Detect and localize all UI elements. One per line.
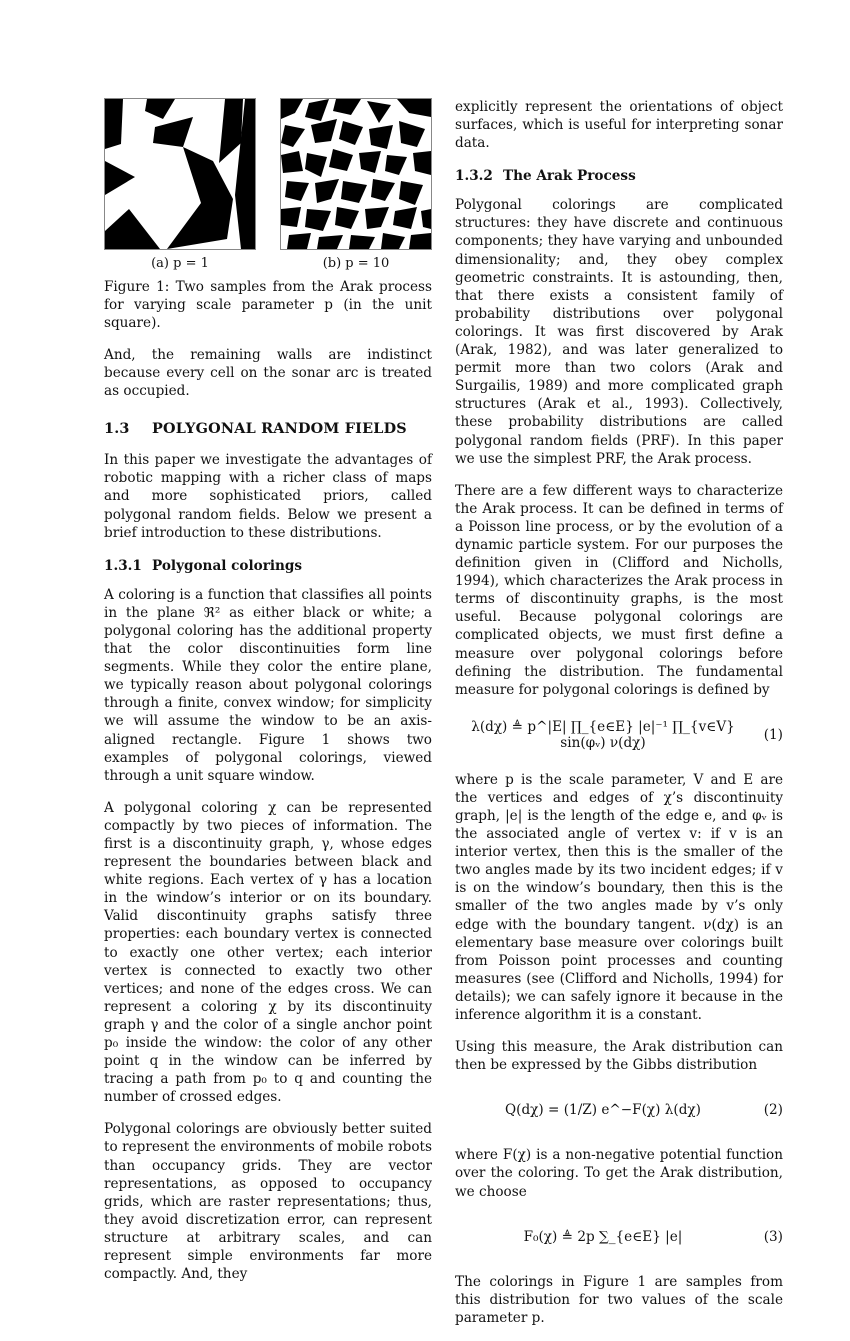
subfigure-a-label: (a) p = 1 [151,256,209,271]
subfigure-b-label: (b) p = 10 [322,256,390,271]
subsection-number: 1.3.1 [104,557,142,574]
equation-body: λ(dχ) ≜ p^|E| ∏_{e∈E} |e|⁻¹ ∏_{v∈V} sin(φᵥ) ν(dχ) [471,718,735,751]
figure-1-caption: Figure 1: Two samples from the Arak process for varying scale parameter p (in the unit square). [104,279,432,331]
subsection-number: 1.3.2 [455,168,493,185]
paragraph: The colorings in Figure 1 are samples from this distribution for two values of the scale parameter p. [455,1273,783,1326]
equation-number: (2) [763,1102,783,1119]
equation-1 [455,713,783,757]
paragraph: Polygonal colorings are obviously better suited to represent the environments of mobile robots than occupancy grids. They are vector representations, as opposed to occupancy grids, which are raster representations; thus, they avoid discretization error, can represent structure at arbitrary scales, and can represent simple environments far more compactly. And, they [104,1121,432,1283]
arak-sample-p1-image [104,98,256,250]
equation-body: F₀(χ) ≜ 2p ∑_{e∈E} |e| [523,1228,683,1245]
subsection-heading-1-3-2 [455,168,783,184]
paragraph: explicitly represent the orientations of object surfaces, which is useful for interpreting sonar data. [455,99,783,152]
equation-number: (1) [763,726,783,743]
paragraph: Using this measure, the Arak distribution can then be expressed by the Gibbs distribution [455,1039,783,1074]
section-title: POLYGONAL RANDOM FIELDS [152,420,407,438]
arak-sample-p10-image [280,98,432,250]
section-number: 1.3 [104,420,130,438]
left-column [104,98,432,1297]
equation-number: (3) [763,1228,783,1245]
subsection-title: Polygonal colorings [152,557,303,574]
right-column [455,98,783,1341]
subfigure-b [280,98,432,272]
paragraph: A coloring is a function that classifies all points in the plane ℜ² as either black or white; a polygonal coloring has the additional property that the color discontinuities form line segments. While they color the entire plane, we typically reason about polygonal colorings through a finite, convex window; for simplicity we will assume the window to be an axis-aligned rectangle. Figure 1 shows two examples of polygonal colorings, viewed through a unit square window. [104,586,432,784]
paragraph: where F(χ) is a non-negative potential function over the coloring. To get the Arak distribution, we choose [455,1147,783,1200]
paragraph: Polygonal colorings are complicated structures: they have discrete and continuous components; they have varying and unbounded dimensionality; and, they obey complex geometric constraints. It is astounding, then, that there exists a consistent family of probability distributions over polygonal colorings. It was first discovered by Arak (Arak, 1982), and was later generalized to permit more than two colors (Arak and Surgailis, 1989) and more complicated graph structures (Arak et al., 1993). Collectively, these probability distributions are called polygonal random fields (PRF). In this paper we use the simplest PRF, the Arak process. [455,197,783,467]
paragraph: A polygonal coloring χ can be represented compactly by two pieces of information. The first is a discontinuity graph, γ, whose edges represent the boundaries between black and white regions. Each vertex of γ has a location in the window’s interior or on its boundary. Valid discontinuity graphs satisfy three properties: each boundary vertex is connected to exactly one other vertex; each interior vertex is connected to exactly two other vertices; and none of the edges cross. We can represent a coloring χ by its discontinuity graph γ and the color of a single anchor point p₀ inside the window: the color of any other point q in the window can be inferred by tracing a path from p₀ to q and counting the number of crossed edges. [104,799,432,1106]
paragraph: where p is the scale parameter, V and E are the vertices and edges of χ’s discontinuity graph, |e| is the length of the edge e, and φᵥ is the associated angle of vertex v: if v is an interior vertex, then this is the smaller of the two angles made by its two incident edges; if v is on the window’s boundary, then this is the smaller of the two angles made by v’s only edge with the boundary tangent. ν(dχ) is an elementary base measure over colorings built from Poisson point processes and counting measures (see (Clifford and Nicholls, 1994) for details); we can safely ignore it because in the inference algorithm it is a constant. [455,771,783,1024]
paragraph: There are a few different ways to characterize the Arak process. It can be defined in terms of a Poisson line process, or by the evolution of a dynamic particle system. For our purposes the definition given in (Clifford and Nicholls, 1994), which characterizes the Arak process in terms of discontinuity graphs, is the most useful. Because polygonal colorings are complicated objects, we must first define a measure over polygonal colorings before defining the distribution. The fundamental measure for polygonal colorings is defined by [455,482,783,698]
subfigure-a [104,98,256,272]
figure-1 [104,98,432,272]
equation-body: Q(dχ) = (1/Z) e^−F(χ) λ(dχ) [505,1102,701,1119]
equation-2 [455,1088,783,1132]
paragraph: In this paper we investigate the advantages of robotic mapping with a richer class of maps and more sophisticated priors, called polygonal random fields. Below we present a brief introduction to these distributions. [104,452,432,541]
section-heading-1-3 [104,420,432,437]
equation-3 [455,1215,783,1259]
subsection-title: The Arak Process [503,168,636,185]
paragraph: And, the remaining walls are indistinct because every cell on the sonar arc is treated as occupied. [104,347,432,400]
subsection-heading-1-3-1 [104,558,432,574]
